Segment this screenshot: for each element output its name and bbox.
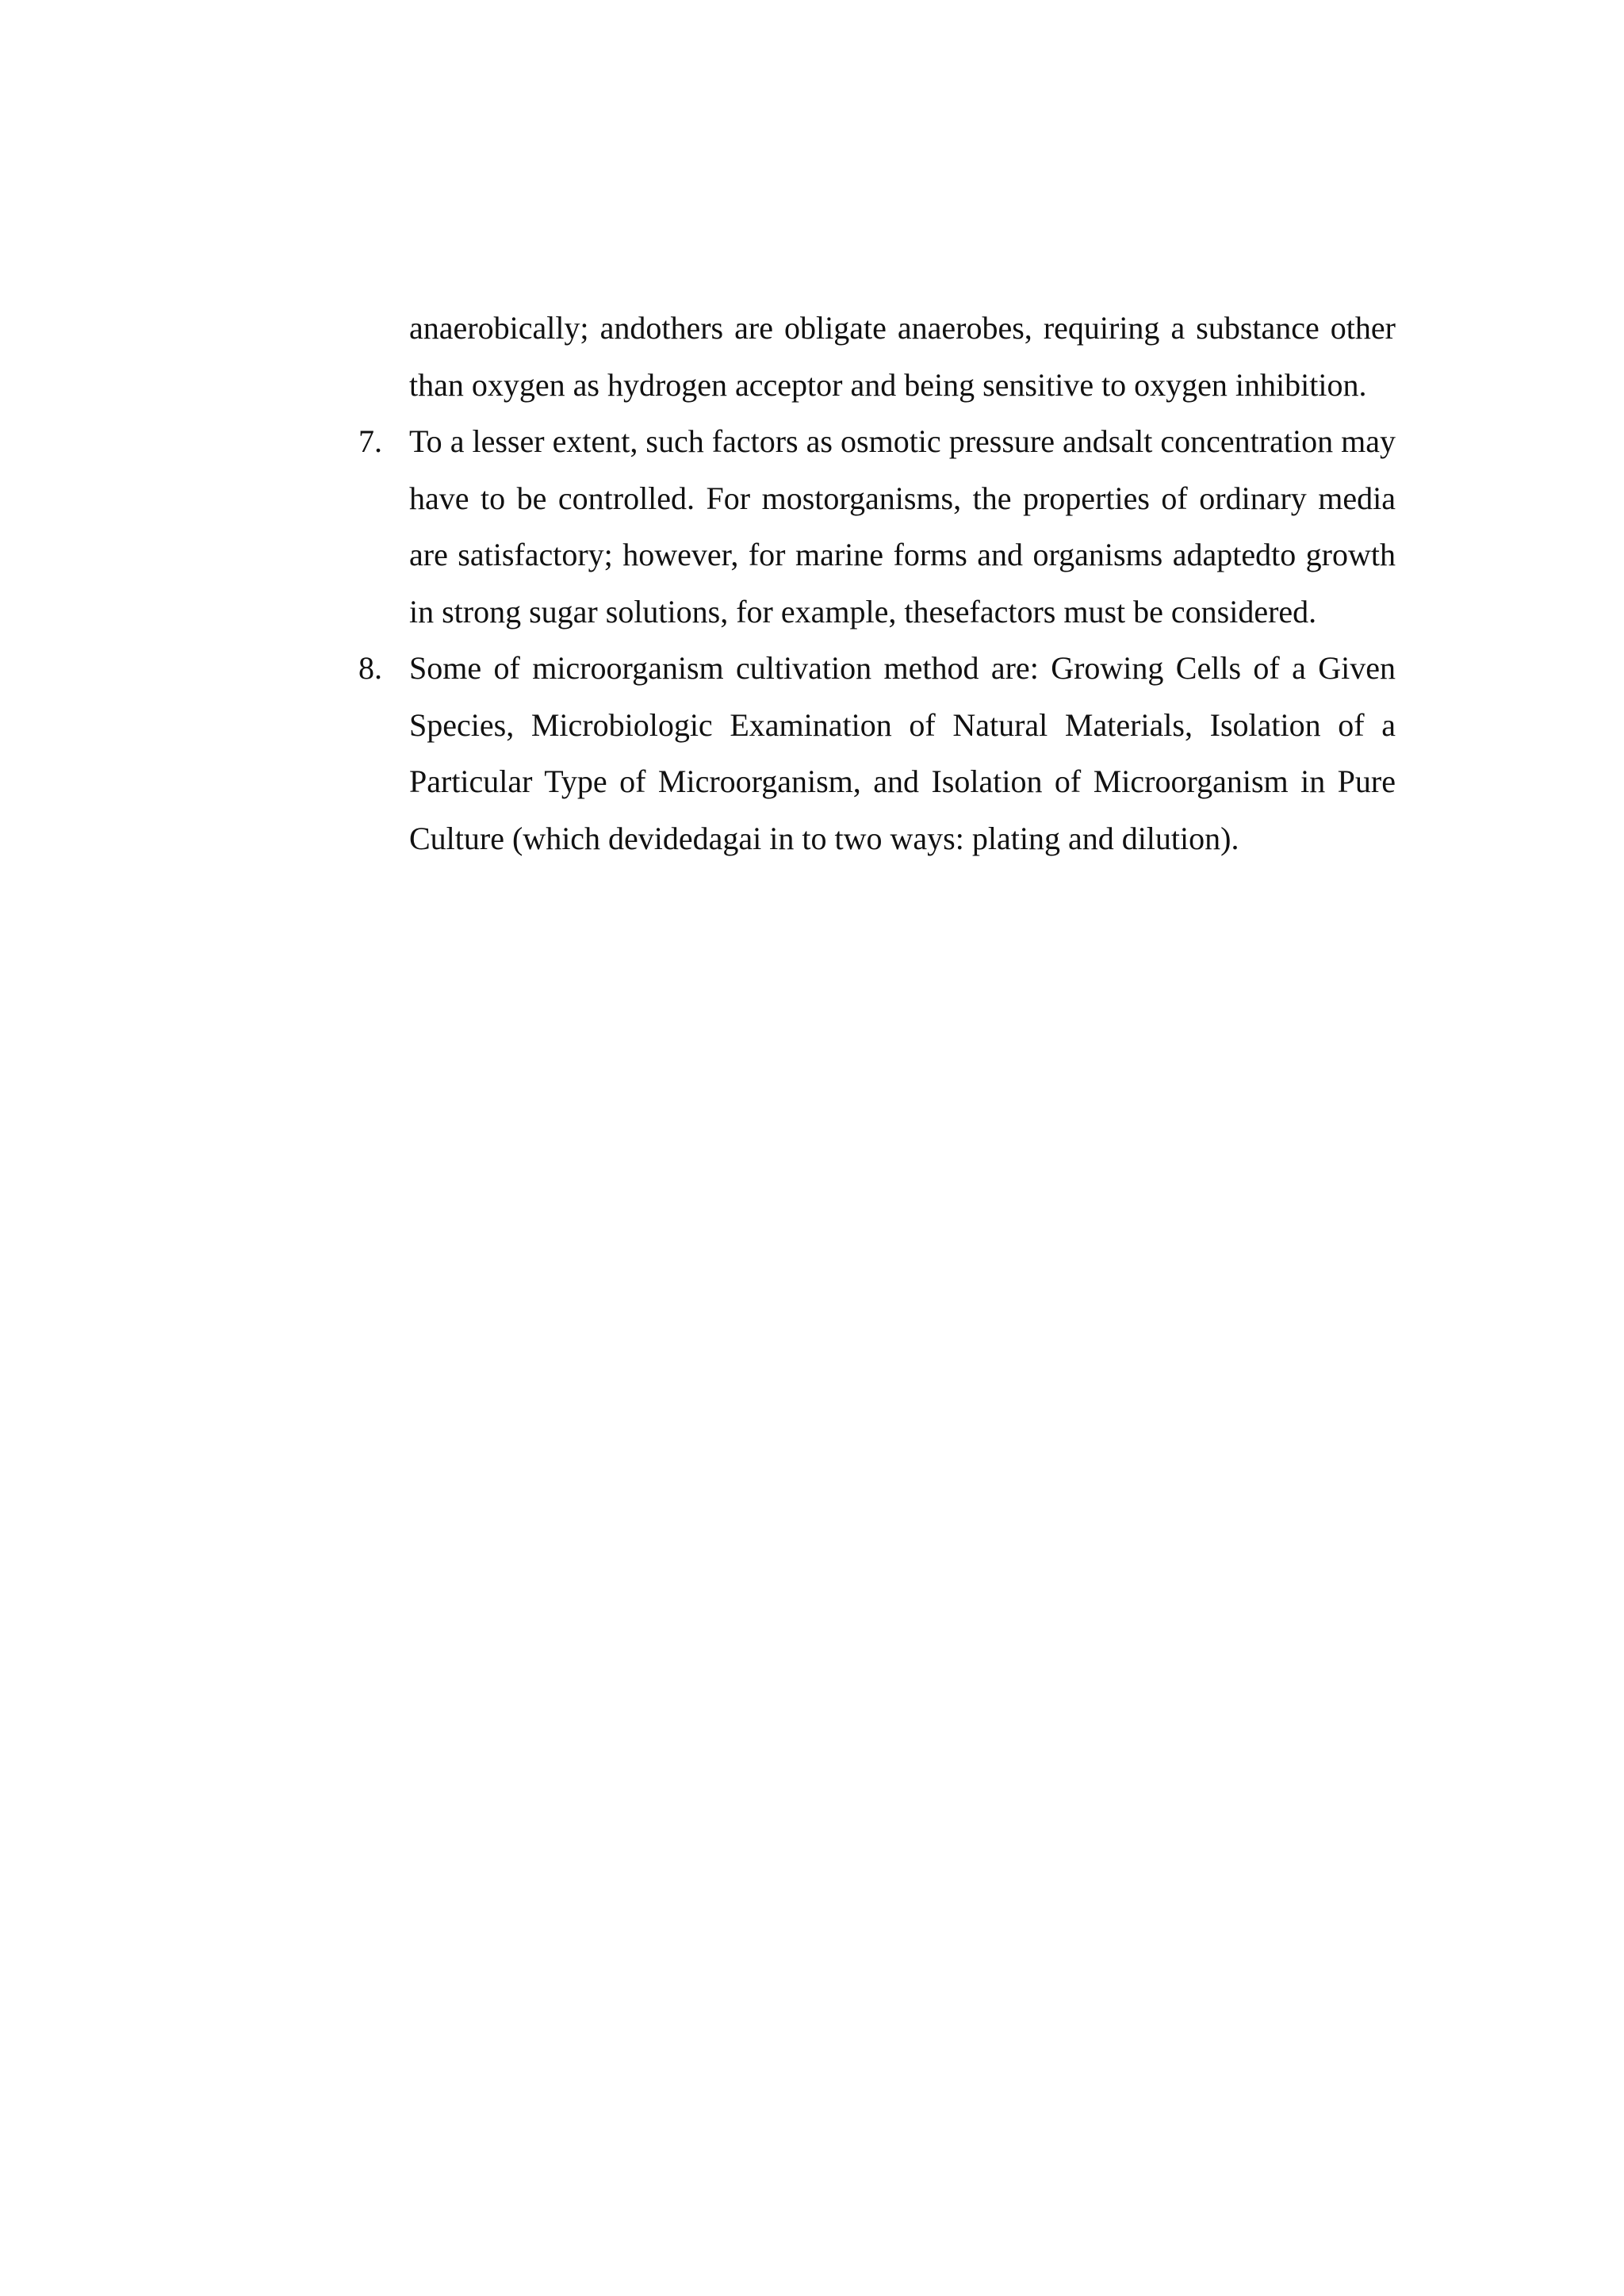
numbered-list <box>358 413 1396 867</box>
list-item-text: To a lesser extent, such factors as osmotic pressure andsalt concentration may have to be controlled. For mostorganisms, the properties of ordinary media are satisfactory; however, for marine forms and organisms adaptedto growth in strong sugar solutions, for example, thesefactors must be considered. <box>409 423 1396 629</box>
list-item-text: Some of microorganism cultivation method are: Growing Cells of a Given Species, Microbiologic Examination of Natural Materials, Isolation of a Particular Type of Microorganism, and Isolation of Microorganism in Pure Culture (which devidedagai in to two ways: plating and dilution). <box>409 650 1396 856</box>
page-body <box>358 300 1396 867</box>
list-item-number: 7. <box>358 423 382 459</box>
list-item <box>358 640 1396 867</box>
list-item-number: 8. <box>358 650 382 686</box>
list-item <box>358 413 1396 640</box>
continuation-paragraph: anaerobically; andothers are obligate anaerobes, requiring a substance other than oxygen as hydrogen acceptor and being sensitive to oxygen inhibition. <box>409 310 1396 403</box>
